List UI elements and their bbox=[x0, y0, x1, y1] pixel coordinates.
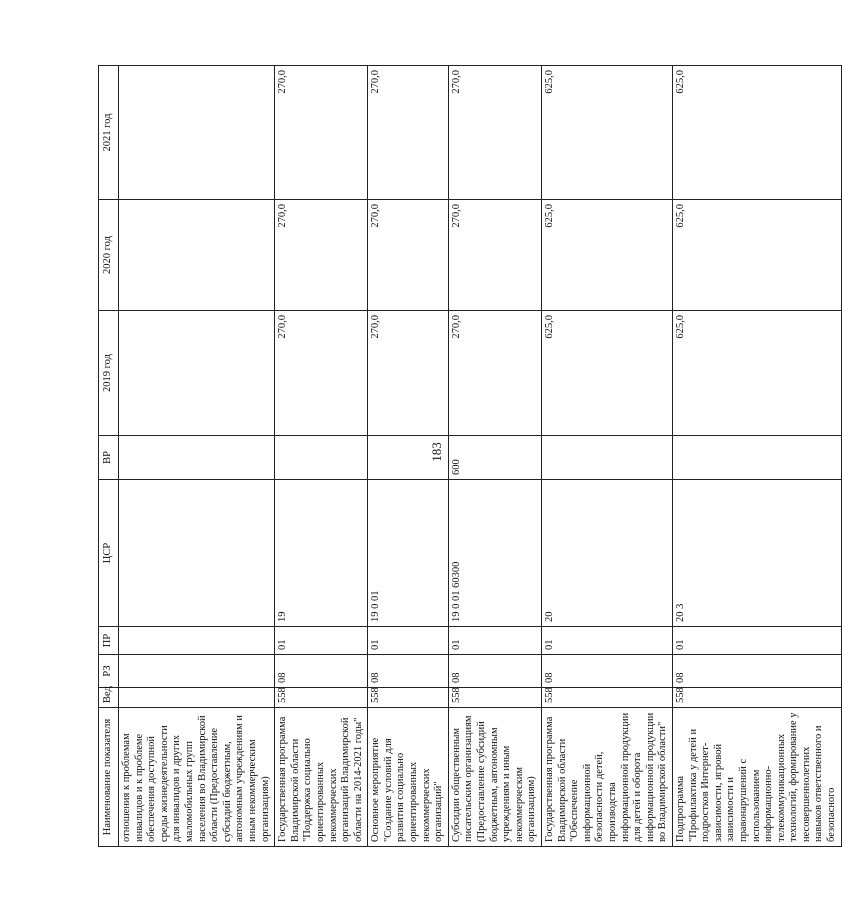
cell-pr: 01 bbox=[672, 627, 841, 655]
header-row bbox=[99, 66, 119, 847]
cell-vr bbox=[119, 436, 275, 480]
cell-ved: 558 bbox=[275, 688, 368, 708]
cell-pr bbox=[119, 627, 275, 655]
cell-ved: 558 bbox=[448, 688, 541, 708]
cell-2020: 625,0 bbox=[542, 200, 673, 311]
header-2021: 2021 год bbox=[99, 66, 119, 200]
cell-csr: 19 0 01 60300 bbox=[448, 480, 541, 627]
cell-name: Государственная программа Владимирской области "Поддержка социально ориентированных некоммерческих организаций Владимирской области на 2014-2021 годы" bbox=[275, 708, 368, 847]
table-row bbox=[275, 66, 368, 847]
cell-name: Подпрограмма "Профилактика у детей и подростков Интернет-зависимости, игровой зависимости и правонарушений с использованием информационно-телекоммуникационных технологий, формирование у несовершеннолетних навыков ответственного и безопасного bbox=[672, 708, 841, 847]
table-row bbox=[448, 66, 541, 847]
cell-rz: 08 bbox=[448, 655, 541, 688]
cell-pr: 01 bbox=[542, 627, 673, 655]
cell-pr: 01 bbox=[368, 627, 449, 655]
cell-name: Государственная программа Владимирской области "Обеспечение информационной безопасности детей, производства информационной продукции для детей и оборота информационной продукции во Владимирской области" bbox=[542, 708, 673, 847]
header-pr: ПР bbox=[99, 627, 119, 655]
cell-ved: 558 bbox=[672, 688, 841, 708]
table-row bbox=[672, 66, 841, 847]
cell-ved bbox=[119, 688, 275, 708]
cell-2020: 270,0 bbox=[368, 200, 449, 311]
cell-vr bbox=[672, 436, 841, 480]
cell-2019: 625,0 bbox=[672, 311, 841, 436]
header-rz: РЗ bbox=[99, 655, 119, 688]
cell-pr: 01 bbox=[448, 627, 541, 655]
cell-ved: 558 bbox=[542, 688, 673, 708]
cell-csr: 20 bbox=[542, 480, 673, 627]
cell-csr: 19 bbox=[275, 480, 368, 627]
cell-2021: 625,0 bbox=[672, 66, 841, 200]
header-csr: ЦСР bbox=[99, 480, 119, 627]
cell-rz: 08 bbox=[672, 655, 841, 688]
header-vr: ВР bbox=[99, 436, 119, 480]
cell-csr bbox=[119, 480, 275, 627]
cell-2021 bbox=[119, 66, 275, 200]
cell-name: Основное мероприятие "Создание условий для развития социально ориентированных некоммерческих организаций" bbox=[368, 708, 449, 847]
cell-rz: 08 bbox=[542, 655, 673, 688]
header-2020: 2020 год bbox=[99, 200, 119, 311]
cell-2021: 270,0 bbox=[368, 66, 449, 200]
page-number: 183 bbox=[429, 442, 444, 462]
cell-2019: 625,0 bbox=[542, 311, 673, 436]
table-row bbox=[542, 66, 673, 847]
cell-2019 bbox=[119, 311, 275, 436]
budget-table-frame bbox=[98, 66, 838, 847]
cell-pr: 01 bbox=[275, 627, 368, 655]
cell-name: отношения к проблемам инвалидов и к проблеме обеспечения доступной среды жизнедеятельности для инвалидов и других маломобильных групп населения во Владимирской области (Предоставление субсидий бюджетным, автономным учреждениям и иным некоммерческим организациям) bbox=[119, 708, 275, 847]
cell-vr bbox=[368, 436, 449, 480]
rotated-page bbox=[98, 66, 838, 847]
table-row bbox=[368, 66, 449, 847]
cell-name: Субсидии общественным писательским организациям (Предоставление субсидий бюджетным, автономным учреждениям и иным некоммерческим организациям) bbox=[448, 708, 541, 847]
cell-csr: 20 3 bbox=[672, 480, 841, 627]
cell-rz bbox=[119, 655, 275, 688]
cell-rz: 08 bbox=[275, 655, 368, 688]
cell-vr bbox=[275, 436, 368, 480]
cell-2020: 625,0 bbox=[672, 200, 841, 311]
cell-2019: 270,0 bbox=[448, 311, 541, 436]
cell-vr bbox=[542, 436, 673, 480]
cell-2021: 625,0 bbox=[542, 66, 673, 200]
cell-2020 bbox=[119, 200, 275, 311]
cell-2020: 270,0 bbox=[448, 200, 541, 311]
cell-2019: 270,0 bbox=[275, 311, 368, 436]
header-2019: 2019 год bbox=[99, 311, 119, 436]
header-ved: Вед bbox=[99, 688, 119, 708]
header-name: Наименование показателя bbox=[99, 708, 119, 847]
cell-2021: 270,0 bbox=[275, 66, 368, 200]
cell-vr: 600 bbox=[448, 436, 541, 480]
budget-table bbox=[98, 65, 842, 847]
cell-2019: 270,0 bbox=[368, 311, 449, 436]
cell-2021: 270,0 bbox=[448, 66, 541, 200]
table-row bbox=[119, 66, 275, 847]
cell-rz: 08 bbox=[368, 655, 449, 688]
cell-csr: 19 0 01 bbox=[368, 480, 449, 627]
cell-2020: 270,0 bbox=[275, 200, 368, 311]
cell-ved: 558 bbox=[368, 688, 449, 708]
